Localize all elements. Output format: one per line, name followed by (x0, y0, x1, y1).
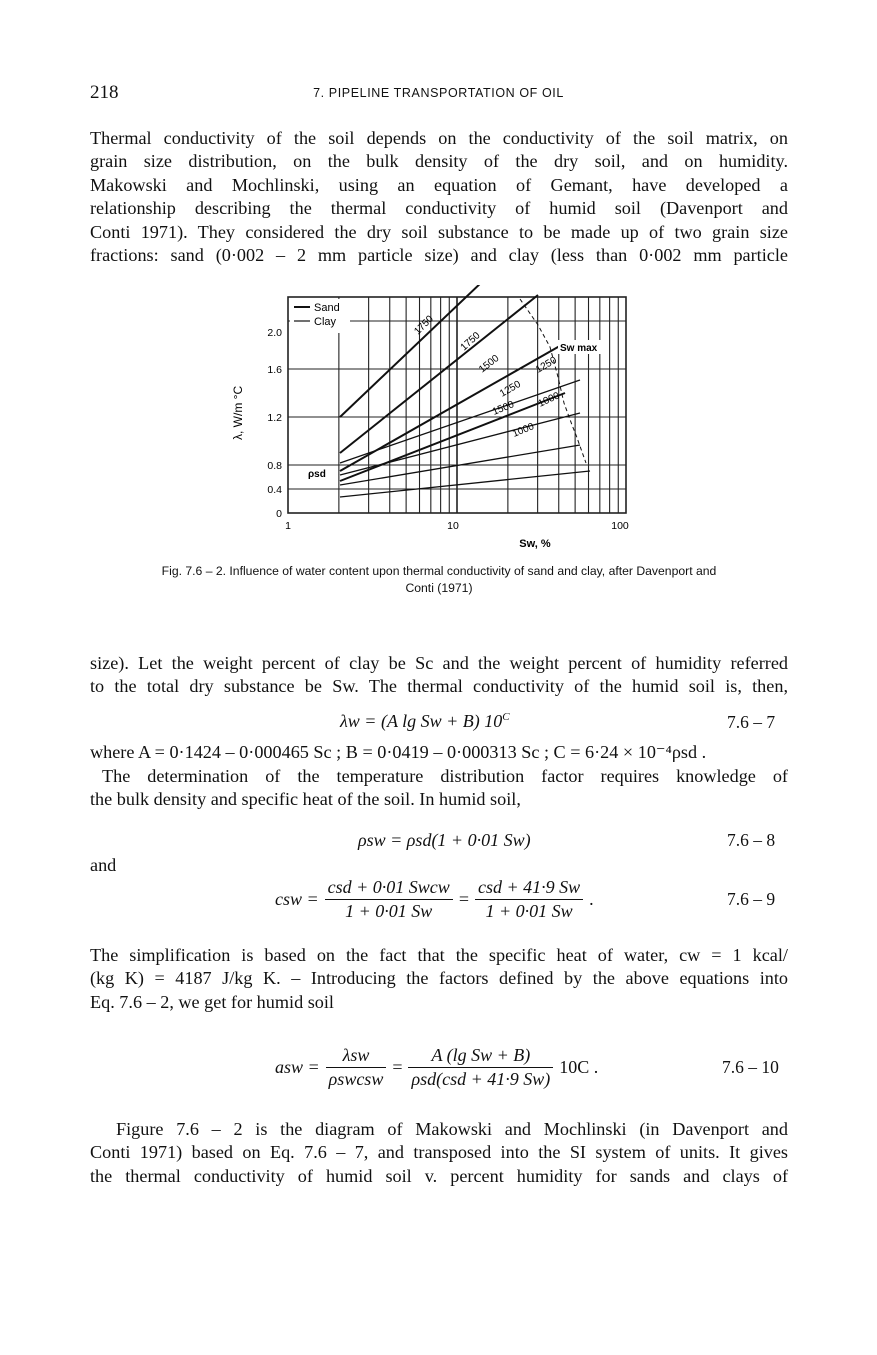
eq-7610-frac-2 (408, 1045, 553, 1090)
eq-769-frac-2 (475, 877, 583, 922)
x-tick: 1 (285, 520, 291, 532)
figure-7-6-2 (220, 285, 640, 555)
clay-label-1250: 1250 (534, 354, 559, 376)
p1-line: fractions: sand (0·002 – 2 mm particle size) and clay (less than 0·002 mm particle (90, 245, 788, 266)
paragraph-5 (90, 1118, 788, 1188)
x-ticks (285, 520, 629, 532)
clay-line-1000 (340, 471, 590, 497)
sand-label-1750: 1750 (412, 313, 436, 338)
eq-769-den-1: 1 + 0·01 Sw (345, 901, 433, 921)
eq-7610-frac-1 (326, 1045, 387, 1090)
equation-7-6-9 (275, 877, 594, 922)
equation-7-6-7 (340, 711, 510, 732)
paragraph-4 (90, 944, 788, 1014)
p5-line: Conti 1971) based on Eq. 7.6 – 7, and transposed into the SI system of units. It gives (90, 1142, 788, 1163)
and-word: and (90, 855, 117, 875)
legend-clay: Clay (314, 316, 337, 328)
eq-7610-tail: 10C . (559, 1057, 599, 1077)
v-grid (339, 297, 618, 513)
eq-769-den-2: 1 + 0·01 Sw (485, 901, 573, 921)
eq-7610-num-2: A (lg Sw + B) (408, 1045, 553, 1068)
p3-line: the bulk density and specific heat of the soil. In humid soil, (90, 789, 521, 810)
y-tick: 0 (276, 508, 282, 520)
eq-769-period: . (589, 889, 594, 909)
eq-number-7-6-9: 7.6 – 9 (727, 889, 776, 909)
eq-769-lhs: csw = (275, 889, 319, 909)
eq-number-7-6-8: 7.6 – 8 (727, 830, 776, 850)
y-tick: 1.2 (267, 412, 282, 424)
running-title: 7. PIPELINE TRANSPORTATION OF OIL (313, 86, 564, 100)
sand-line-1750 (340, 285, 484, 417)
rho-sd-label: ρsd (308, 469, 326, 480)
legend-sand: Sand (314, 302, 340, 314)
eq-7610-den-2: ρsd(csd + 41·9 Sw) (411, 1069, 551, 1089)
p1-line: Conti 1971). They considered the dry soil substance to be made up of two grain size (90, 221, 788, 242)
p3-line: The determination of the temperature distribution factor requires knowledge of (102, 766, 788, 786)
where-line: where A = 0·1424 – 0·000465 Sc ; B = 0·0419 – 0·000313 Sc ; C = 6·24 × 10⁻⁴ρsd . (90, 742, 707, 762)
p4-line: Eq. 7.6 – 2, we get for humid soil (90, 991, 334, 1012)
eq-number-7-6-7: 7.6 – 7 (727, 712, 776, 732)
equation-7-6-10 (275, 1045, 598, 1090)
eq-767-body: λw = (A lg Sw + B) 10 (340, 711, 503, 731)
y-tick: 0.4 (267, 484, 282, 496)
x-tick: 10 (447, 520, 459, 532)
swmax-label: Sw max (560, 343, 598, 354)
figure-caption (90, 563, 788, 597)
x-axis-label: Sw, % (519, 538, 551, 550)
p1-line: Thermal conductivity of the soil depends on the conductivity of the soil matrix, on (90, 128, 788, 148)
y-axis-label: λ, W/m °C (231, 385, 245, 440)
paragraph-2 (90, 652, 788, 699)
p2-line: to the total dry substance be Sw. The thermal conductivity of the humid soil is, then, (90, 676, 788, 697)
eq-769-equals: = (458, 889, 469, 909)
paragraph-3 (90, 765, 788, 812)
clay-label-1750: 1750 (458, 330, 483, 354)
y-ticks (267, 327, 282, 520)
p4-line: (kg K) = 4187 J/kg K. – Introducing the factors defined by the above equations into (90, 968, 788, 989)
equation-7-6-8: ρsw = ρsd(1 + 0·01 Sw) (358, 830, 531, 850)
caption-line-2: Conti (1971) (405, 581, 473, 595)
sand-label-1250: 1250 (498, 378, 523, 400)
clay-label-1500: 1500 (491, 399, 516, 418)
y-tick: 1.6 (267, 364, 282, 376)
p1-line: relationship describing the thermal conductivity of humid soil (Davenport and (90, 198, 788, 219)
eq-7610-num-1: λsw (326, 1045, 387, 1068)
p1-line: grain size distribution, on the bulk density of the dry soil, and on humidity. (90, 151, 788, 172)
page-number: 218 (90, 82, 119, 103)
x-tick: 100 (611, 520, 629, 532)
sand-label-1000: 1000 (511, 421, 536, 440)
eq-number-7-6-10: 7.6 – 10 (722, 1057, 779, 1077)
caption-line-1: Fig. 7.6 – 2. Influence of water content upon thermal conductivity of sand and clay, after Davenport and (161, 564, 717, 578)
eq-7610-den-1: ρswcsw (328, 1069, 384, 1089)
sand-label-1500: 1500 (477, 352, 502, 376)
clay-line-1500 (340, 413, 580, 475)
p5-line: the thermal conductivity of humid soil v. percent humidity for sands and clays of (90, 1165, 788, 1186)
p1-line: Makowski and Mochlinski, using an equation of Gemant, have developed a (90, 174, 788, 195)
p5-line: Figure 7.6 – 2 is the diagram of Makowski and Mochlinski (in Davenport and (116, 1119, 788, 1139)
eq-769-num-2: csd + 41·9 Sw (475, 877, 583, 900)
paragraph-1 (90, 127, 788, 267)
eq-7610-lhs: asw = (275, 1057, 320, 1077)
eq-769-num-1: csd + 0·01 Swcw (325, 877, 453, 900)
p4-line: The simplification is based on the fact that the specific heat of water, cw = 1 kcal/ (90, 945, 788, 965)
clay-label-1000: 1000 (536, 390, 562, 410)
p2-line: size). Let the weight percent of clay be Sc and the weight percent of humidity referred (90, 653, 788, 673)
y-tick: 2.0 (267, 327, 282, 339)
eq-7610-equals: = (392, 1057, 403, 1077)
eq-769-frac-1 (325, 877, 453, 922)
eq-767-sup: C (502, 711, 510, 723)
y-tick: 0.8 (267, 460, 282, 472)
